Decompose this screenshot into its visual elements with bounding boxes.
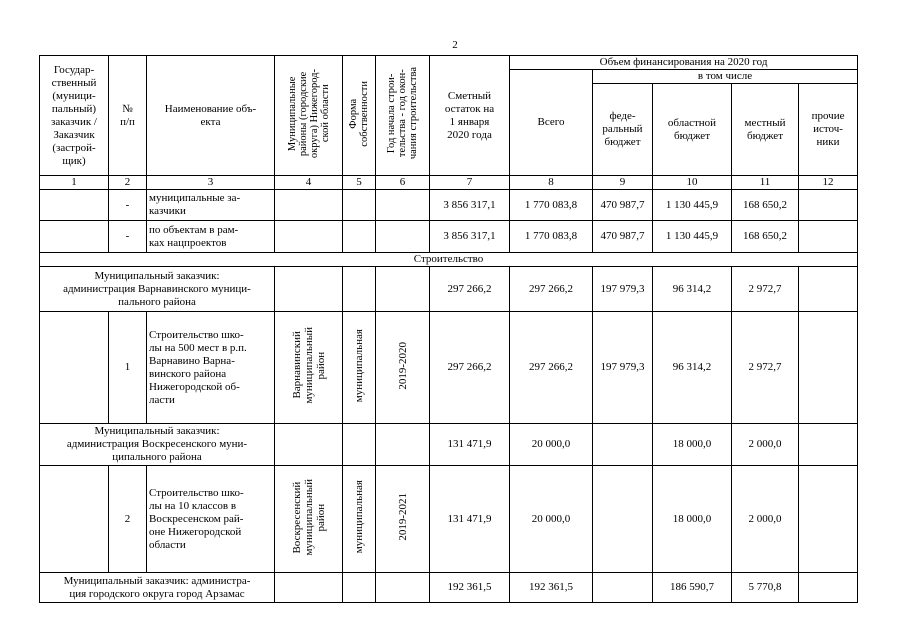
cell-local: 2 000,0 <box>732 466 799 573</box>
cell-federal <box>593 424 653 466</box>
cell-federal: 470 987,7 <box>593 190 653 221</box>
cell-other <box>799 267 858 312</box>
cell-total: 297 266,2 <box>510 267 593 312</box>
object-row <box>40 312 858 424</box>
row-num: 1 <box>109 312 147 424</box>
row-num: - <box>109 221 147 253</box>
cell-federal: 197 979,3 <box>593 312 653 424</box>
col-number-12: 12 <box>799 176 858 190</box>
header-districts: Муниципальные районы (городские округа) Нижегород- ской области <box>275 56 343 176</box>
col-number-10: 10 <box>653 176 732 190</box>
object-ownership: муниципальная <box>343 466 376 573</box>
cell-regional: 186 590,7 <box>653 573 732 603</box>
cell-local: 2 972,7 <box>732 312 799 424</box>
cell-regional: 1 130 445,9 <box>653 190 732 221</box>
cell-estimate: 3 856 317,1 <box>430 221 510 253</box>
row-name: муниципальные за- казчики <box>147 190 275 221</box>
cell-local: 168 650,2 <box>732 221 799 253</box>
object-years: 2019-2020 <box>376 312 430 424</box>
cell-estimate: 297 266,2 <box>430 312 510 424</box>
cell-total: 1 770 083,8 <box>510 190 593 221</box>
header-customer: Государ- ственный (муници- пальный) заказчик / Заказчик (застрой- щик) <box>40 56 109 176</box>
cell-estimate: 131 471,9 <box>430 466 510 573</box>
header-estimate: Сметный остаток на 1 января 2020 года <box>430 56 510 176</box>
customer-row <box>40 573 858 603</box>
cell-total: 297 266,2 <box>510 312 593 424</box>
cell-regional: 18 000,0 <box>653 466 732 573</box>
col-number-5: 5 <box>343 176 376 190</box>
row-num: - <box>109 190 147 221</box>
cell-total: 20 000,0 <box>510 424 593 466</box>
cell-total: 20 000,0 <box>510 466 593 573</box>
customer-row <box>40 267 858 312</box>
cell-total: 1 770 083,8 <box>510 221 593 253</box>
header-total: Всего <box>510 70 593 176</box>
col-number-9: 9 <box>593 176 653 190</box>
cell-total: 192 361,5 <box>510 573 593 603</box>
cell-estimate: 192 361,5 <box>430 573 510 603</box>
object-row <box>40 466 858 573</box>
financing-table <box>39 55 858 603</box>
header-regional: областной бюджет <box>653 84 732 176</box>
cell-regional: 1 130 445,9 <box>653 221 732 253</box>
header-local: местный бюджет <box>732 84 799 176</box>
customer-label: Муниципальный заказчик: администрация Воскресенского муни- ципального района <box>40 424 275 466</box>
cell-estimate: 131 471,9 <box>430 424 510 466</box>
col-number-1: 1 <box>40 176 109 190</box>
cell-regional: 96 314,2 <box>653 267 732 312</box>
header-including: в том числе <box>593 70 858 84</box>
col-number-7: 7 <box>430 176 510 190</box>
cell-other <box>799 573 858 603</box>
object-district: Варнавинский муниципальный район <box>275 312 343 424</box>
summary-row <box>40 190 858 221</box>
col-number-6: 6 <box>376 176 430 190</box>
summary-row <box>40 221 858 253</box>
header-years: Год начала строи- тельства - год окон- чания строительства <box>376 56 430 176</box>
col-number-11: 11 <box>732 176 799 190</box>
cell-local: 5 770,8 <box>732 573 799 603</box>
cell-estimate: 3 856 317,1 <box>430 190 510 221</box>
cell-regional: 96 314,2 <box>653 312 732 424</box>
cell-federal <box>593 573 653 603</box>
cell-other <box>799 190 858 221</box>
cell-local: 2 972,7 <box>732 267 799 312</box>
customer-label: Муниципальный заказчик: администра- ция городского округа город Арзамас <box>40 573 275 603</box>
col-number-2: 2 <box>109 176 147 190</box>
header-federal: феде- ральный бюджет <box>593 84 653 176</box>
cell-local: 2 000,0 <box>732 424 799 466</box>
cell-federal: 470 987,7 <box>593 221 653 253</box>
cell-federal <box>593 466 653 573</box>
col-number-4: 4 <box>275 176 343 190</box>
object-name: Строительство шко- лы на 10 классов в Воскресенском рай- оне Нижегородской области <box>147 466 275 573</box>
cell-other <box>799 312 858 424</box>
cell-other <box>799 221 858 253</box>
header-num: № п/п <box>109 56 147 176</box>
customer-row <box>40 424 858 466</box>
object-ownership: муниципальная <box>343 312 376 424</box>
object-name: Строительство шко- лы на 500 мест в р.п. Варнавино Варна- винского района Нижегородской об- ласти <box>147 312 275 424</box>
col-number-8: 8 <box>510 176 593 190</box>
cell-regional: 18 000,0 <box>653 424 732 466</box>
cell-estimate: 297 266,2 <box>430 267 510 312</box>
header-other: прочие источ- ники <box>799 84 858 176</box>
object-district: Воскресенский муниципальный район <box>275 466 343 573</box>
row-name: по объектам в рам- ках нацпроектов <box>147 221 275 253</box>
page-number: 2 <box>452 39 458 51</box>
row-num: 2 <box>109 466 147 573</box>
cell-other <box>799 466 858 573</box>
cell-federal: 197 979,3 <box>593 267 653 312</box>
header-funding: Объем финансирования на 2020 год <box>510 56 858 70</box>
object-years: 2019-2021 <box>376 466 430 573</box>
section-title: Строительство <box>40 253 858 267</box>
cell-other <box>799 424 858 466</box>
cell-local: 168 650,2 <box>732 190 799 221</box>
customer-label: Муниципальный заказчик: администрация Варнавинского муници- пального района <box>40 267 275 312</box>
col-number-3: 3 <box>147 176 275 190</box>
header-ownership: Форма собственности <box>343 56 376 176</box>
header-object-name: Наименование объ- екта <box>147 56 275 176</box>
